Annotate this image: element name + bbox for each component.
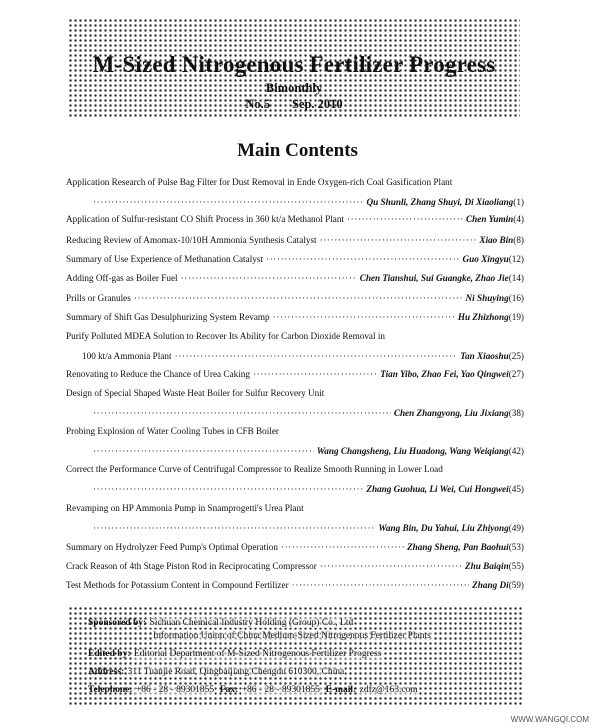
toc-entry bbox=[66, 253, 524, 265]
toc-entry bbox=[66, 560, 524, 572]
toc-entry bbox=[66, 502, 524, 534]
toc-entry bbox=[66, 311, 524, 323]
entry-authors: Zhang Sheng, Pan Baohui bbox=[407, 542, 509, 552]
entry-authors: Tan Xiaoshu bbox=[460, 351, 509, 361]
entry-title: Adding Off-gas as Boiler Fuel bbox=[66, 273, 178, 283]
issue-number: No.5 bbox=[245, 97, 270, 111]
toc-entry bbox=[66, 579, 524, 591]
entry-page: (19) bbox=[508, 312, 524, 322]
toc-entry bbox=[66, 368, 524, 380]
entry-title: Renovating to Reduce the Chance of Urea Caking bbox=[66, 369, 250, 379]
contact-line bbox=[88, 685, 419, 695]
entry-authors: Zhu Baiqin bbox=[465, 561, 509, 571]
address-line bbox=[88, 667, 345, 677]
entry-title: Probing Explosion of Water Cooling Tubes in CFB Boiler bbox=[66, 426, 279, 436]
sponsored-value-2: Information Union of China Medium-Sized Nitrogenous Fertilizer Plants bbox=[153, 631, 431, 641]
entry-page: (4) bbox=[513, 214, 524, 224]
telephone-label: Telephone: bbox=[88, 685, 133, 695]
watermark: WWW.WANGQI.COM bbox=[510, 715, 589, 724]
entry-page: (38) bbox=[508, 408, 524, 418]
sponsored-label: Sponsored by: bbox=[88, 618, 147, 628]
edited-value: Editorial Department of M-Sized Nitrogenous Fertilizer Progress bbox=[133, 649, 382, 659]
address-label: Address: bbox=[88, 667, 125, 677]
entry-title: Design of Special Shaped Waste Heat Boiler for Sulfur Recovery Unit bbox=[66, 388, 325, 398]
entry-authors: Tian Yibo, Zhao Fei, Yao Qingwei bbox=[380, 369, 509, 379]
entry-authors: Chen Yumin bbox=[466, 214, 514, 224]
email-value: zdfz@163.com bbox=[359, 685, 418, 695]
entry-title: Reducing Review of Amomax-10/10H Ammonia Synthesis Catalyst bbox=[66, 235, 317, 245]
entry-page: (8) bbox=[513, 235, 524, 245]
entry-page: (42) bbox=[508, 446, 524, 456]
entry-authors: Wang Bin, Du Yahui, Liu Zhiyong bbox=[378, 523, 509, 533]
sponsored-line bbox=[88, 618, 354, 628]
entry-page: (55) bbox=[508, 561, 524, 571]
entry-page: (45) bbox=[508, 484, 524, 494]
issue-line bbox=[68, 97, 520, 112]
edited-label: Edited by: bbox=[88, 649, 131, 659]
entry-title: Revamping on HP Ammonia Pump in Snamprogetti's Urea Plant bbox=[66, 503, 304, 513]
entry-title: Prills or Granules bbox=[66, 293, 131, 303]
entry-title: Test Methods for Potassium Content in Compound Fertilizer bbox=[66, 580, 289, 590]
entry-authors: Xiao Bin bbox=[479, 235, 514, 245]
entry-authors: Chen Zhangyong, Liu Jixiang bbox=[393, 408, 509, 418]
entry-page: (12) bbox=[508, 254, 524, 264]
entry-page: (49) bbox=[508, 523, 524, 533]
issue-date: Sep. 2010 bbox=[291, 97, 343, 111]
entry-title: Summary on Hydrolyzer Feed Pump's Optimal Operation bbox=[66, 542, 278, 552]
toc-entry bbox=[66, 425, 524, 457]
entry-page: (14) bbox=[508, 273, 524, 283]
toc-entry bbox=[66, 292, 524, 304]
entry-title: Correct the Performance Curve of Centrifugal Compressor to Realize Smooth Running in Lower Load bbox=[66, 464, 443, 474]
entry-title: Summary of Shift Gas Desulphurizing System Revamp bbox=[66, 312, 270, 322]
sponsored-value: Sichuan Chemical Industry Holding (Group) Co., Ltd bbox=[149, 618, 354, 628]
entry-title-continued: 100 kt/a Ammonia Plant bbox=[82, 351, 172, 361]
toc-entry bbox=[66, 213, 524, 225]
toc-entry bbox=[66, 176, 524, 208]
toc-entry bbox=[66, 541, 524, 553]
toc-entry bbox=[66, 387, 524, 419]
entry-page: (53) bbox=[508, 542, 524, 552]
email-label: E-mail: bbox=[325, 685, 357, 695]
fax-label: Fax: bbox=[219, 685, 239, 695]
toc-entry bbox=[66, 272, 524, 284]
edited-line bbox=[88, 649, 382, 659]
entry-title: Crack Reason of 4th Stage Piston Rod in Reciprocating Compressor bbox=[66, 561, 317, 571]
entry-title: Purify Polluted MDEA Solution to Recover Its Ability for Carbon Dioxide Removal in bbox=[66, 331, 385, 341]
sponsored-line-2 bbox=[152, 631, 432, 641]
entry-page: (16) bbox=[508, 293, 524, 303]
entry-title: Application Research of Pulse Bag Filter for Dust Removal in Ende Oxygen-rich Coal Gasification Plant bbox=[66, 177, 453, 187]
masthead-panel bbox=[68, 18, 520, 118]
entry-authors: Ni Shuying bbox=[465, 293, 509, 303]
entry-authors: Zhang Guohua, Li Wei, Cui Hongwei bbox=[366, 484, 509, 494]
entry-authors: Guo Xingyu bbox=[462, 254, 509, 264]
entry-page: (1) bbox=[513, 197, 524, 207]
entry-authors: Chen Tianshui, Sui Guangke, Zhao Jie bbox=[359, 273, 509, 283]
entry-page: (59) bbox=[508, 580, 524, 590]
entry-page: (25) bbox=[508, 351, 524, 361]
entry-authors: Qu Shunli, Zhang Shuyi, Di Xiaoliang bbox=[366, 197, 514, 207]
entry-title: Summary of Use Experience of Methanation Catalyst bbox=[66, 254, 263, 264]
publication-frequency: Bimonthly bbox=[265, 81, 323, 95]
fax-value: +86 - 28 - 89301855 bbox=[241, 685, 320, 695]
entry-title: Application of Sulfur-resistant CO Shift Process in 360 kt/a Methanol Plant bbox=[66, 214, 344, 224]
address-value: 311 Tuanjie Road, Qingbaijiang Chengdu 610300, China bbox=[127, 667, 345, 677]
imprint-panel bbox=[68, 606, 524, 706]
toc-entry bbox=[66, 463, 524, 495]
toc-entry bbox=[66, 330, 524, 362]
entry-authors: Wang Changsheng, Liu Huadong, Wang Weiqiang bbox=[316, 446, 509, 456]
entry-page: (27) bbox=[508, 369, 524, 379]
journal-title: M-Sized Nitrogenous Fertilizer Progress bbox=[92, 52, 496, 77]
toc-entry bbox=[66, 234, 524, 246]
entry-authors: Zhang Di bbox=[472, 580, 509, 590]
telephone-value: +86 - 28 - 89301855 bbox=[135, 685, 215, 695]
entry-authors: Hu Zhizhong bbox=[457, 312, 509, 322]
contents-heading: Main Contents bbox=[237, 140, 358, 161]
